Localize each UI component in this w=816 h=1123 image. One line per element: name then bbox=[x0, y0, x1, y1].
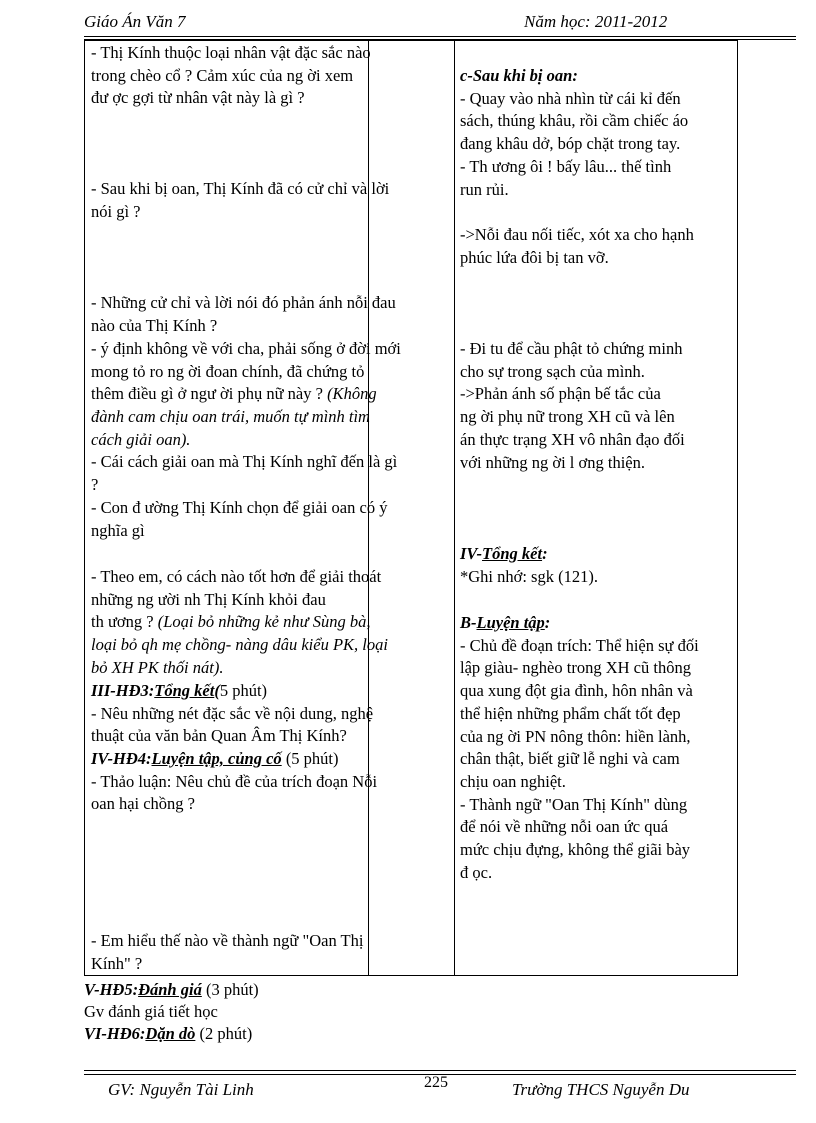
hd5-title: Đánh giá bbox=[138, 980, 202, 999]
page-header bbox=[84, 12, 794, 36]
hd6-title: Dặn dò bbox=[145, 1024, 196, 1043]
hd4-title: Luyện tập, củng cố bbox=[151, 749, 282, 768]
question-idiom: - Em hiểu thế nào về thành ngữ "Oan Thị Kính" ? bbox=[91, 931, 364, 973]
question-intention: - ý định không về với cha, phải sống ở đời mới mong tỏ ro ng ời đoan chính, đã chứng tỏ thêm điều gì ở ngư ời phụ nữ này ? (Không đành cam chịu oan trái, muốn tự mình tìm cách giải oan). bbox=[91, 339, 401, 449]
header-subject: Giáo Án Văn 7 bbox=[84, 12, 186, 31]
column-divider bbox=[454, 40, 455, 976]
summary-title: Tổng kết bbox=[482, 544, 543, 563]
section-hd4: IV-HĐ4:Luyện tập, củng cố (5 phút) - Thảo luận: Nêu chủ đề của trích đoạn Nỗi oan hại chồng ? bbox=[91, 749, 378, 814]
hd3-title: Tổng kết bbox=[154, 681, 215, 700]
header-school-year: Năm học: 2011-2012 bbox=[524, 12, 668, 31]
answer-fate: - Đi tu để cầu phật tỏ chứng minh cho sự trong sạch của mình. ->Phản ánh số phận bế tắc của ng ời phụ nữ trong XH cũ và lên án thực trạng XH vô nhân đạo đối với những ng ời l ơng thiện. bbox=[460, 339, 685, 472]
section-hd5: V-HĐ5:Đánh giá (3 phút) bbox=[84, 980, 259, 999]
question-character: - Thị Kính thuộc loại nhân vật đặc sắc nào trong chèo cổ ? Cảm xúc của ng ời xem đư ợc gợi từ nhân vật này là gì ? bbox=[91, 43, 371, 108]
section-summary: IV-Tổng kết: *Ghi nhớ: sgk (121). bbox=[460, 544, 598, 586]
section-hd3: III-HĐ3:Tổng kết(5 phút) - Nêu những nét đặc sắc về nội dung, nghệ thuật của văn bản Quan Âm Thị Kính? bbox=[91, 681, 374, 746]
after-table-section bbox=[84, 979, 484, 1045]
section-practice: B-Luyện tập: - Chủ đề đoạn trích: Thể hiện sự đối lập giàu- nghèo trong XH cũ thông qua xung đột gia đình, hôn nhân và thể hiện những phẩm chất tốt đẹp của ng ời PN nông thôn: hiền lành, chân thật, biết giữ lễ nghi và cam chịu oan nghiệt. - Thành ngữ "Oan Thị Kính" dùng để nói về những nỗi oan ức quá mức chịu đựng, không thể giãi bày đ ọc. bbox=[460, 613, 699, 882]
answer-after-wrong: c-Sau khi bị oan: - Quay vào nhà nhìn từ cái kỉ đến sách, thúng khâu, rồi cầm chiếc áo đang khâu dở, bóp chặt trong tay. - Th ương ôi ! bấy lâu... thế tình run rủi. ->Nỗi đau nối tiếc, xót xa cho hạnh phúc lứa đôi bị tan vỡ. bbox=[460, 65, 732, 269]
footer-teacher: GV: Nguyễn Tài Linh bbox=[108, 1080, 254, 1099]
question-better-way: - Theo em, có cách nào tốt hơn để giải thoát những ng ười nh Thị Kính khỏi đau th ương ? (Loại bỏ những kẻ như Sùng bà, loại bỏ qh mẹ chồng- nàng dâu kiểu PK, loại bỏ XH PK thối nát). bbox=[91, 567, 388, 677]
hd5-text: Gv đánh giá tiết học bbox=[84, 1002, 218, 1021]
question-after-wrong: - Sau khi bị oan, Thị Kính đã có cử chỉ và lời nói gì ? bbox=[91, 179, 390, 221]
question-solution: - Cái cách giải oan mà Thị Kính nghĩ đến là gì ? bbox=[91, 452, 398, 494]
subsection-title: c-Sau khi bị oan: bbox=[460, 66, 578, 85]
footer-school: Trường THCS Nguyễn Du bbox=[512, 1080, 690, 1099]
header-rule bbox=[84, 36, 796, 37]
page-number: 225 bbox=[424, 1074, 448, 1091]
section-hd6: VI-HĐ6:Dặn dò (2 phút) bbox=[84, 1024, 253, 1043]
question-path: - Con đ ường Thị Kính chọn để giải oan có ý nghĩa gì bbox=[91, 498, 388, 540]
practice-title: Luyện tập bbox=[476, 613, 545, 632]
footer-rule-thin bbox=[84, 1070, 796, 1071]
question-pain: - Những cử chỉ và lời nói đó phản ánh nỗi đau nào của Thị Kính ? bbox=[91, 293, 396, 335]
